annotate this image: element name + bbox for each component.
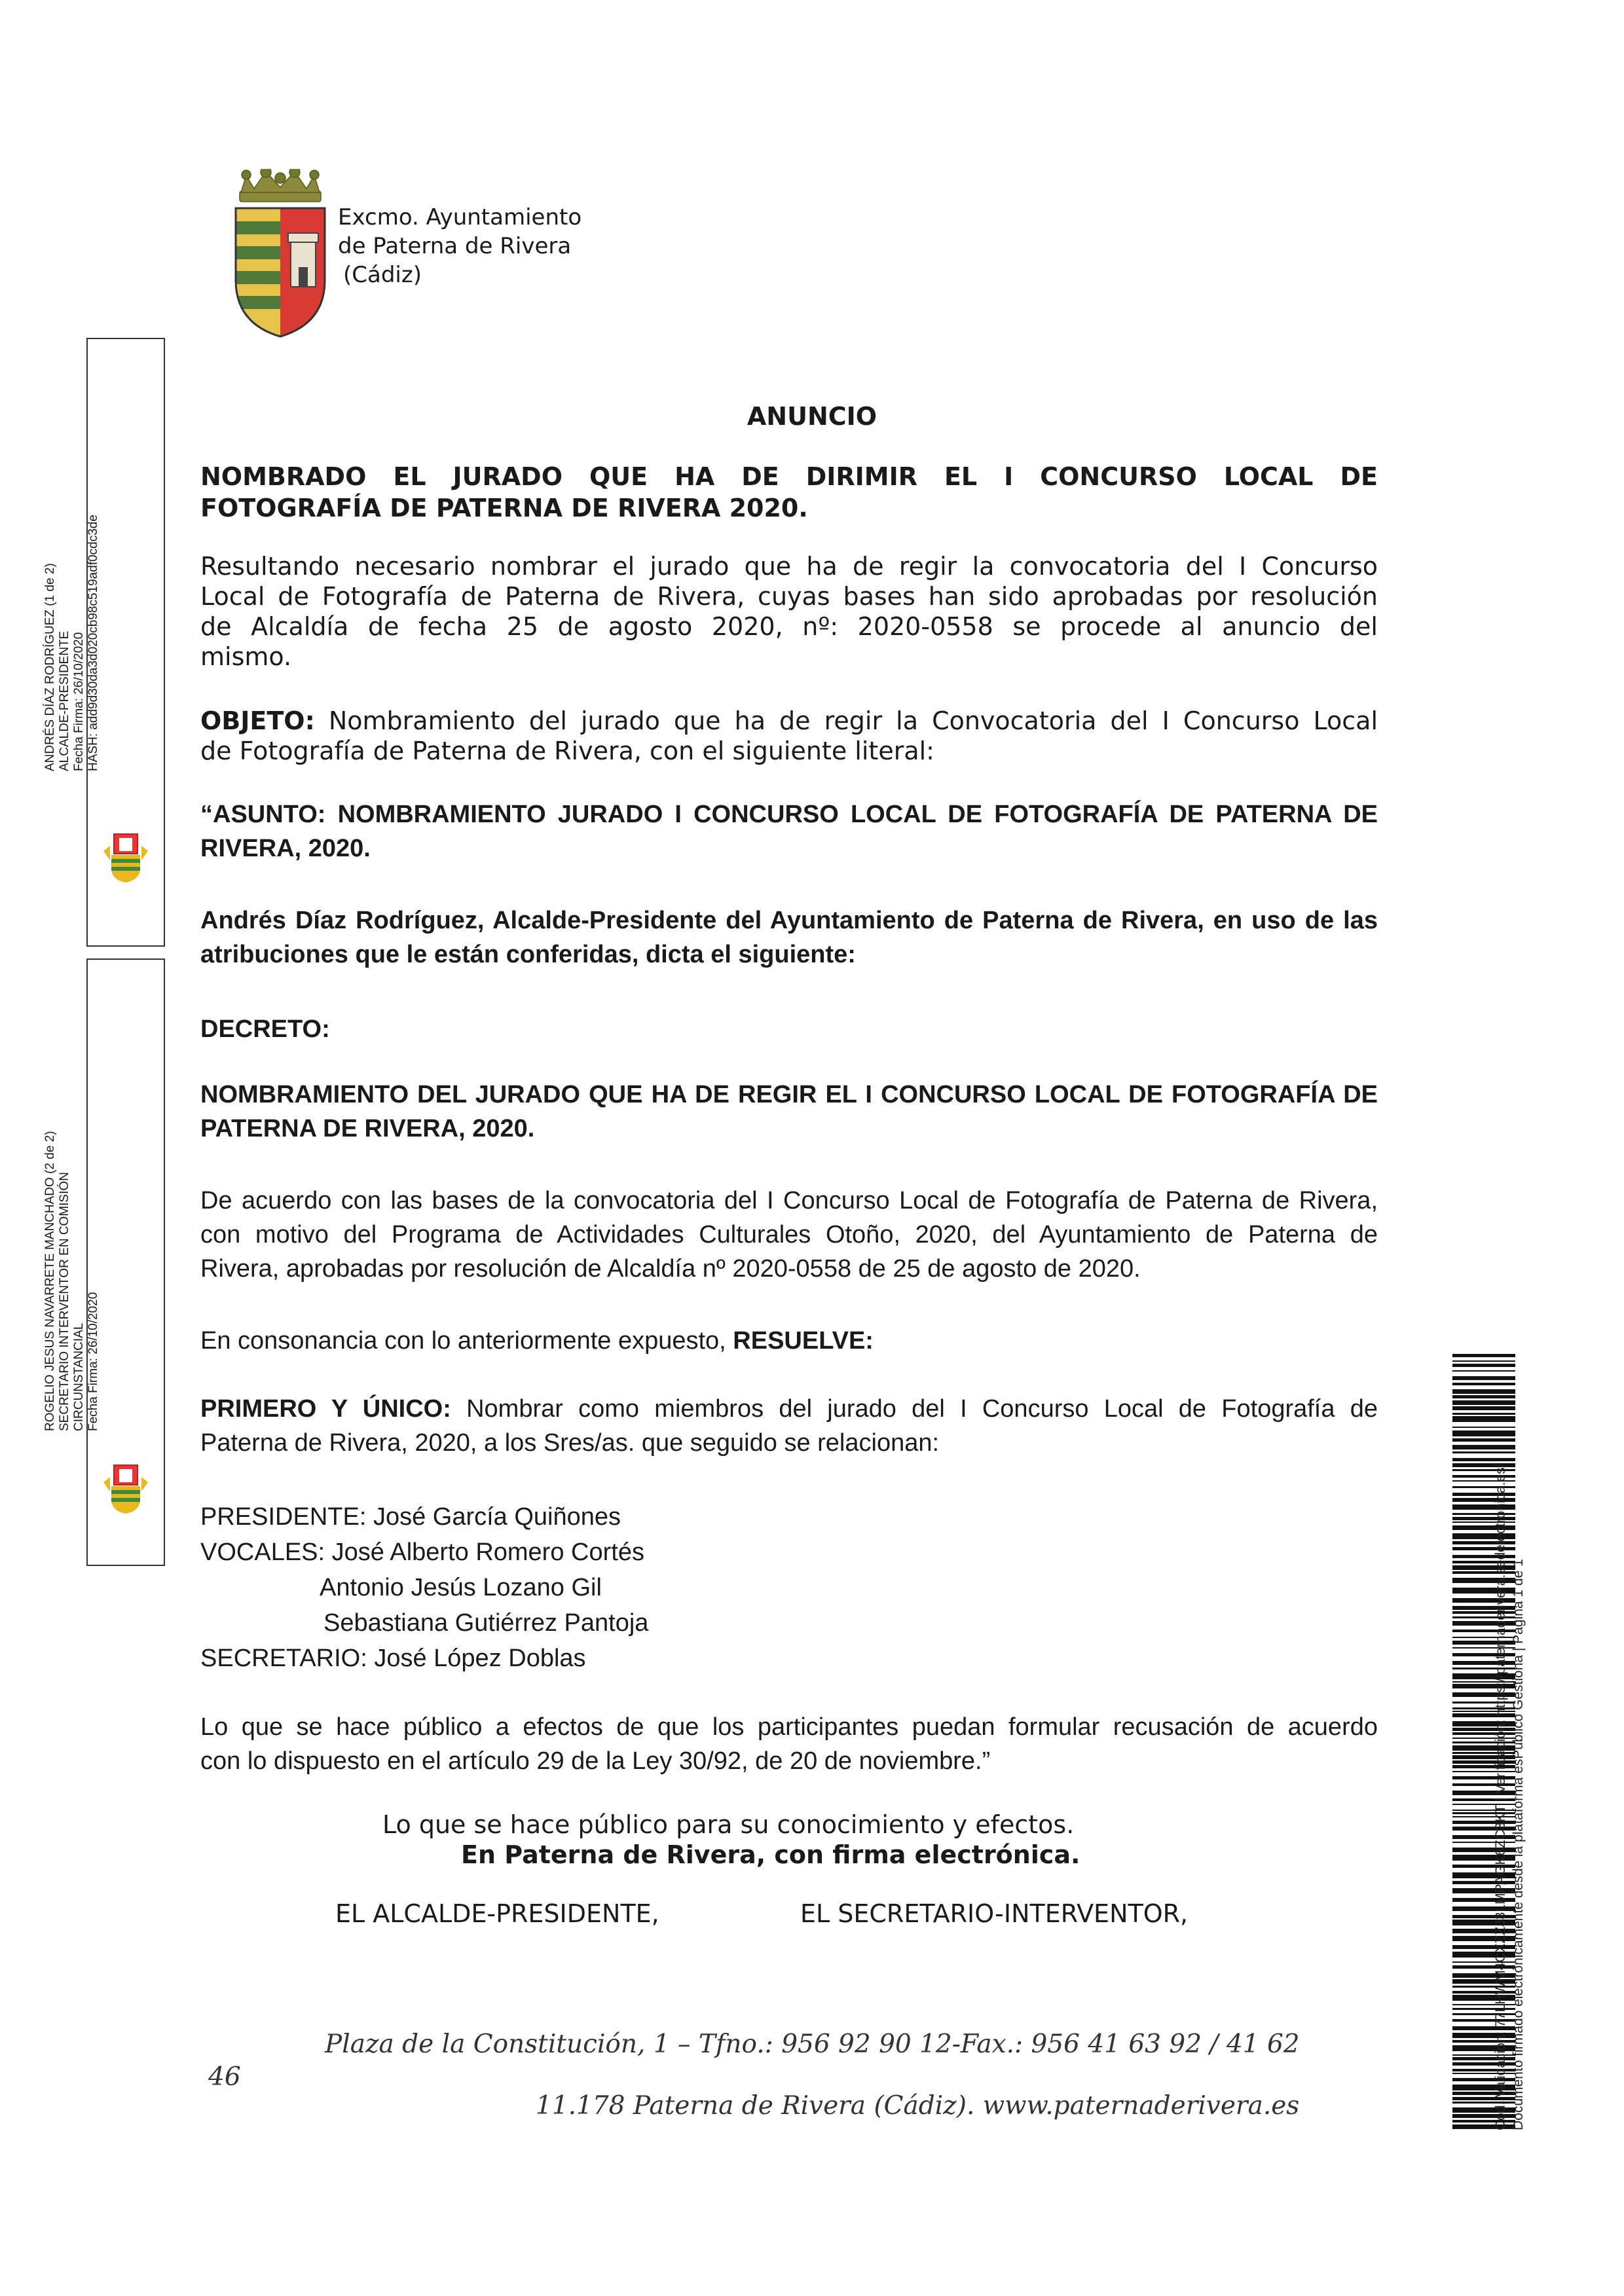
barcode-bar [1452,1438,1515,1442]
barcode-bar [1452,1400,1515,1405]
barcode-bar [1452,1360,1515,1362]
jury-secretario: SECRETARIO: José López Doblas [200,1645,586,1672]
primero-label: PRIMERO Y ÚNICO: [200,1395,451,1423]
decreto-label: DECRETO: [200,1015,330,1043]
barcode-bar [1452,1413,1515,1415]
acuerdo-paragraph: De acuerdo con las bases de la convocatoria del I Concurso Local de Fotografía de Paterna de Rivera, con motivo del Programa de Actividades Culturales Otoño, 2020, del Ayuntamiento de Paterna de Rivera, aprobadas por resolución de Alcaldía nº 2020-0558 de 25 de agosto de 2020. [200,1187,1378,1283]
footer-address: Plaza de la Constitución, 1 – Tfno.: 956 92 90 12-Fax.: 956 41 63 92 / 41 62 [325,2030,1300,2059]
jury-list [200,1499,648,1676]
primero-paragraph: PRIMERO Y ÚNICO: Nombrar como miembros del jurado del I Concurso Local de Fotografía de Paterna de Rivera, 2020, a los Sres/as. que seguido se relacionan: [200,1395,1378,1457]
objeto-label: OBJETO: [200,706,315,735]
publico-paragraph: Lo que se hace público a efectos de que los participantes puedan formular recusación de acuerdo con lo dispuesto en el artículo 29 de la Ley 30/92, de 20 de noviembre.” [200,1713,1378,1775]
barcode-bar [1452,1458,1515,1461]
barcode-bar [1452,1389,1515,1394]
signature-text-secretario: ROGELIO JESUS NAVARRETE MANCHADO (2 de 2) SECRETARIO INTERVENTOR EN COMISIÓN CIRCUNSTANCIAL Fecha Firma: 26/10/2020 [43,1131,100,1431]
consonancia-paragraph: En consonancia con lo anteriormente expuesto, RESUELVE: [200,1327,874,1355]
jury-vocal-1: VOCALES: José Alberto Romero Cortés [200,1539,644,1566]
small-shield-icon [100,1463,152,1515]
institution-header [338,203,581,289]
verification-text [1493,1354,1569,2130]
barcode-bar [1452,1406,1515,1410]
barcode-bar [1452,1451,1515,1453]
jury-vocal-3: Sebastiana Gutiérrez Pantoja [323,1609,649,1637]
barcode-bar [1452,1376,1515,1380]
institution-name: Excmo. Ayuntamiento [338,204,582,230]
objeto-paragraph: OBJETO: Nombramiento del jurado que ha de regir la Convocatoria del I Concurso Local de Fotografía de Paterna de Rivera, con el siguiente literal: [200,706,1378,765]
barcode-bar [1452,1445,1515,1449]
resuelve-label: RESUELVE: [733,1327,874,1355]
announcement-heading: NOMBRADO EL JURADO QUE HA DE DIRIMIR EL I CONCURSO LOCAL DE FOTOGRAFÍA DE PATERNA DE RIVERA 2020. [200,462,1378,522]
page-number: 46 [208,2062,241,2092]
footer-city-website: 11.178 Paterna de Rivera (Cádiz). www.paternaderivera.es [536,2091,1300,2121]
asunto-paragraph: “ASUNTO: NOMBRAMIENTO JURADO I CONCURSO LOCAL DE FOTOGRAFÍA DE PATERNA DE RIVERA, 2020. [200,801,1378,862]
intro-paragraph: Resultando necesario nombrar el jurado que ha de regir la convocatoria del I Concurso Local de Fotografía de Paterna de Rivera, cuyas bases han sido aprobadas por resolución de Alcaldía de fecha 25 de agosto 2020, nº: 2020-0558 se procede al anuncio del mismo. [200,552,1378,671]
institution-town: de Paterna de Rivera [338,233,572,259]
closing-conocimiento: Lo que se hace público para su conocimiento y efectos. [382,1810,1075,1839]
verification-code: Cód. Validación: 77LHWM4CXZZJ3LMPAGK6ZC3KT | Verificación: https://paternaderivera.sedelectronica.es/ [1493,1463,1508,2130]
barcode-bar [1452,1427,1515,1428]
barcode-bar [1452,1370,1515,1372]
nombramiento-heading: NOMBRAMIENTO DEL JURADO QUE HA DE REGIR EL I CONCURSO LOCAL DE FOTOGRAFÍA DE PATERNA DE RIVERA, 2020. [200,1081,1378,1142]
jury-presidente: PRESIDENTE: José García Quiñones [200,1503,621,1531]
barcode-bar [1452,1354,1515,1357]
small-shield-icon [100,831,152,884]
barcode-bar [1452,1416,1515,1422]
barcode-bar [1452,1430,1515,1436]
secretario-signature-label: EL SECRETARIO-INTERVENTOR, [800,1899,1189,1928]
signature-box-secretario [43,958,165,1566]
alcalde-paragraph: Andrés Díaz Rodríguez, Alcalde-Presidente del Ayuntamiento de Paterna de Rivera, en uso de las atribuciones que le están conferidas, dicta el siguiente: [200,907,1378,968]
coat-of-arms-logo [228,169,333,339]
institution-province: (Cádiz) [343,262,422,288]
barcode-bar [1452,1395,1515,1398]
barcode-bar [1452,1383,1515,1385]
closing-firma: En Paterna de Rivera, con firma electrónica. [461,1840,1080,1869]
verification-platform: Documento firmado electrónicamente desde la plataforma esPublico Gestiona | Página 1 de 1 [1511,1559,1526,2130]
page-title: ANUNCIO [747,402,877,431]
barcode-bar [1452,1364,1515,1367]
alcalde-signature-label: EL ALCALDE-PRESIDENTE, [335,1899,659,1928]
jury-vocal-2: Antonio Jesús Lozano Gil [320,1574,602,1601]
signature-text-alcalde: ANDRÉS DÍAZ RODRÍGUEZ (1 de 2) ALCALDE-PRESIDENTE Fecha Firma: 26/10/2020 HASH: add9d30da3d020cb98c519adf0cdc3de [43,515,100,771]
